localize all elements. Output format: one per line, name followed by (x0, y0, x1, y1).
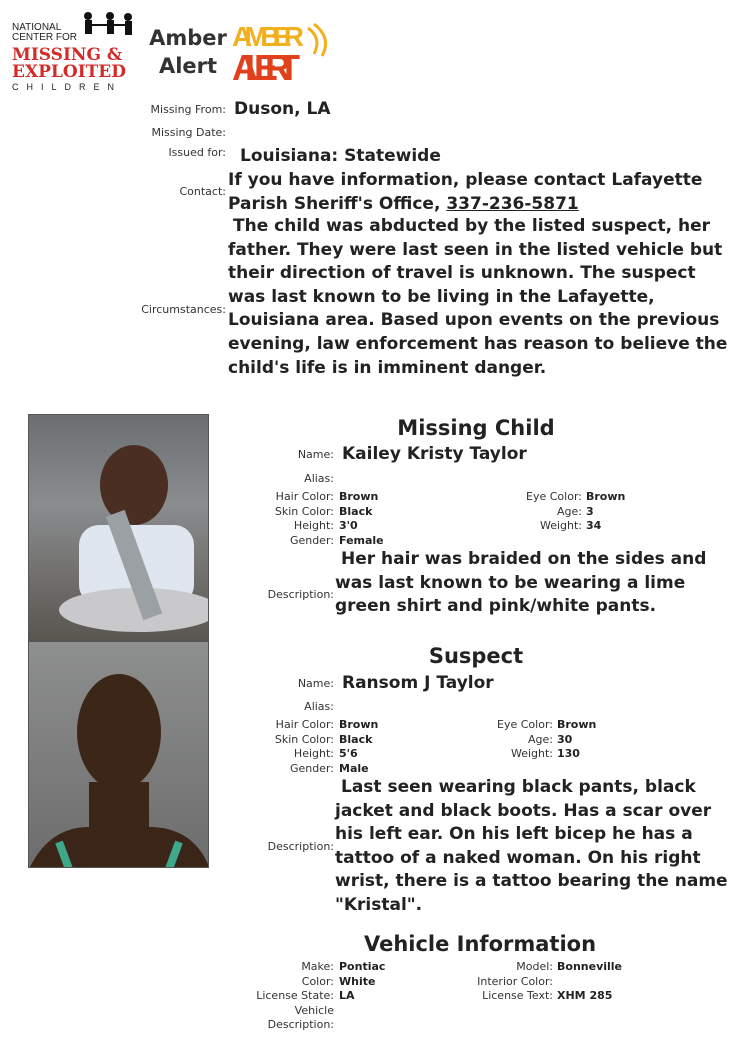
vehicle-left-labels: Make: Color: License State: Vehicle Description: (256, 960, 334, 1031)
amber-alert-logo (232, 18, 330, 88)
suspect-name-label: Name: (297, 677, 334, 690)
contact-value (228, 169, 733, 216)
child-photo (28, 414, 209, 641)
missing-date-label: Missing Date: (151, 126, 226, 139)
svg-text:ALERT: ALERT (232, 47, 300, 84)
suspect-right-values: Brown 30 130 (557, 718, 597, 760)
vehicle-right-values: Bonneville XHM 285 (557, 960, 623, 1002)
vehicle-left-values: Pontiac White LA (339, 960, 386, 1002)
ncmec-logo (12, 10, 144, 92)
child-alias-label: Alias: (304, 472, 334, 485)
suspect-alias-label: Alias: (304, 700, 334, 713)
child-name-label: Name: (297, 448, 334, 461)
child-left-values: Brown Black 3'0 Female (339, 490, 384, 547)
svg-text:NATIONAL: NATIONAL (12, 22, 62, 33)
svg-text:AMBER: AMBER (232, 21, 304, 52)
contact-phone-link[interactable]: 337-236-5871 (446, 193, 579, 214)
child-left-labels: Hair Color: Skin Color: Height: Gender: (274, 490, 334, 547)
svg-text:MISSING &: MISSING & (12, 45, 123, 65)
title-line-2: Alert (158, 54, 218, 78)
suspect-left-values: Brown Black 5'6 Male (339, 718, 379, 775)
suspect-left-labels: Hair Color: Skin Color: Height: Gender: (274, 718, 334, 775)
missing-child-heading: Missing Child (397, 416, 555, 440)
vehicle-right-labels: Model: Interior Color: License Text: (477, 960, 553, 1002)
child-right-values: Brown 3 34 (586, 490, 626, 532)
suspect-description: Last seen wearing black pants, black jacket and black boots. Has a scar over his left ear. On his left bicep he has a tattoo of a naked woman. On his right wrist, there is a tattoo bearing the name "Kristal". (335, 777, 728, 915)
circumstances-value: The child was abducted by the listed suspect, her father. They were last seen in the listed vehicle but their direction of travel is unknown. The suspect was last known to be living in the Lafayette, Louisiana area. Based upon events on the previous evening, law enforcement has reason to believe the child's life is in imminent danger. (228, 216, 728, 378)
contact-text: If you have information, please contact Lafayette Parish Sheriff's Office, (228, 170, 703, 214)
suspect-right-labels: Eye Color: Age: Weight: (497, 718, 553, 760)
contact-label: Contact: (179, 185, 226, 198)
child-description-label: Description: (267, 588, 334, 601)
suspect-heading: Suspect (428, 644, 524, 668)
issued-for-label: Issued for: (168, 146, 226, 159)
child-description: Her hair was braided on the sides and was last known to be wearing a lime green shirt and pink/white pants. (335, 549, 707, 617)
title-line-1: Amber (149, 26, 227, 50)
svg-text:CENTER FOR: CENTER FOR (12, 32, 77, 43)
header-title (148, 24, 228, 80)
child-right-labels: Eye Color: Age: Weight: (526, 490, 582, 532)
vehicle-heading: Vehicle Information (363, 932, 597, 956)
child-name: Kailey Kristy Taylor (342, 444, 527, 464)
suspect-description-label: Description: (267, 840, 334, 853)
issued-for-value: Louisiana: Statewide (240, 146, 441, 166)
svg-text:CHILDREN: CHILDREN (12, 82, 123, 92)
suspect-name: Ransom J Taylor (342, 673, 494, 693)
svg-text:EXPLOITED: EXPLOITED (12, 62, 126, 82)
suspect-photo (28, 641, 209, 868)
missing-from-value: Duson, LA (234, 99, 331, 119)
missing-from-label: Missing From: (150, 103, 226, 116)
circumstances-label: Circumstances: (141, 303, 226, 316)
